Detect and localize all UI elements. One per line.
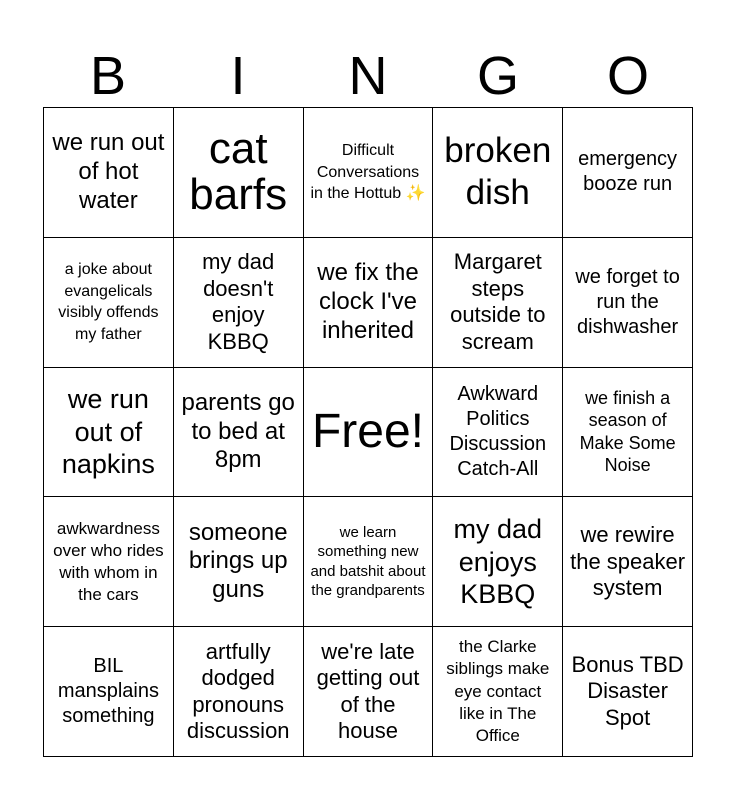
header-letter-g: G — [476, 46, 519, 106]
bingo-cell[interactable]: we forget to run the dishwasher — [563, 238, 693, 368]
header-letter-b: B — [89, 46, 127, 106]
header-letter-o: O — [606, 46, 649, 106]
bingo-cell[interactable]: cat barfs — [174, 108, 304, 238]
bingo-cell[interactable]: we run out of hot water — [44, 108, 174, 238]
bingo-cell[interactable]: we're late getting out of the house — [304, 627, 434, 757]
bingo-cell[interactable]: a joke about evangelicals visibly offends my father — [44, 238, 174, 368]
bingo-cell[interactable]: emergency booze run — [563, 108, 693, 238]
bingo-cell[interactable]: we finish a season of Make Some Noise — [563, 368, 693, 498]
bingo-cell[interactable]: Bonus TBD Disaster Spot — [563, 627, 693, 757]
bingo-cell[interactable]: the Clarke siblings make eye contact like in The Office — [433, 627, 563, 757]
bingo-cell[interactable]: awkwardness over who rides with whom in the cars — [44, 497, 174, 627]
free-space[interactable]: Free! — [304, 368, 434, 498]
bingo-cell[interactable]: we run out of napkins — [44, 368, 174, 498]
bingo-cell[interactable]: we rewire the speaker system — [563, 497, 693, 627]
bingo-cell[interactable]: my dad enjoys KBBQ — [433, 497, 563, 627]
bingo-cell[interactable]: Margaret steps outside to scream — [433, 238, 563, 368]
bingo-cell[interactable]: Difficult Conversations in the Hottub ✨ — [304, 108, 434, 238]
bingo-cell[interactable]: my dad doesn't enjoy KBBQ — [174, 238, 304, 368]
bingo-cell[interactable]: someone brings up guns — [174, 497, 304, 627]
bingo-cell[interactable]: we fix the clock I've inherited — [304, 238, 434, 368]
bingo-cell[interactable]: we learn something new and batshit about the grandparents — [304, 497, 434, 627]
bingo-cell[interactable]: artfully dodged pronouns discussion — [174, 627, 304, 757]
header-letter-i: I — [230, 46, 246, 106]
bingo-cell[interactable]: BIL mansplains something — [44, 627, 174, 757]
bingo-cell[interactable]: broken dish — [433, 108, 563, 238]
header-letter-n: N — [348, 46, 388, 106]
bingo-cell[interactable]: parents go to bed at 8pm — [174, 368, 304, 498]
bingo-header — [43, 44, 693, 108]
bingo-cell[interactable]: Awkward Politics Discussion Catch-All — [433, 368, 563, 498]
bingo-grid — [43, 107, 693, 757]
